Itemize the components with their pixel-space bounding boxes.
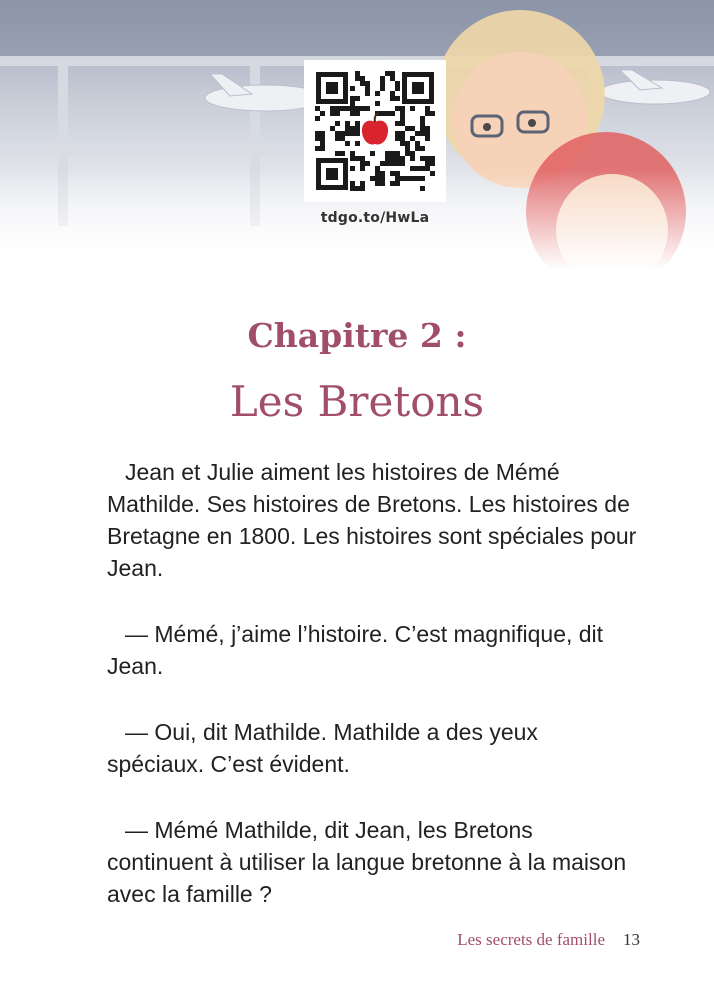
footer-book-title: Les secrets de famille <box>457 930 605 949</box>
paragraph: — Oui, dit Mathilde. Mathilde a des yeux spéciaux. C’est évident. <box>107 719 538 777</box>
chapter-label: Chapitre 2 : <box>247 316 467 355</box>
chapter-title: Les Bretons <box>229 377 485 426</box>
qr-code[interactable] <box>304 60 446 202</box>
qr-link-text[interactable]: tdgo.to/HwLa <box>320 210 430 226</box>
paragraph: — Mémé Mathilde, dit Jean, les Bretons continuent à utiliser la langue bretonne à la maison avec la famille ? <box>107 817 627 907</box>
paragraph: — Mémé, j’aime l’histoire. C’est magnifique, dit Jean. <box>107 621 604 679</box>
story-text <box>107 456 637 944</box>
page-number: 13 <box>623 930 640 949</box>
page-footer <box>0 930 640 950</box>
paragraph: Jean et Julie aiment les histoires de Mémé Mathilde. Ses histoires de Bretons. Les histoires de Bretagne en 1800. Les histoires sont spéciales pour Jean. <box>107 459 637 581</box>
